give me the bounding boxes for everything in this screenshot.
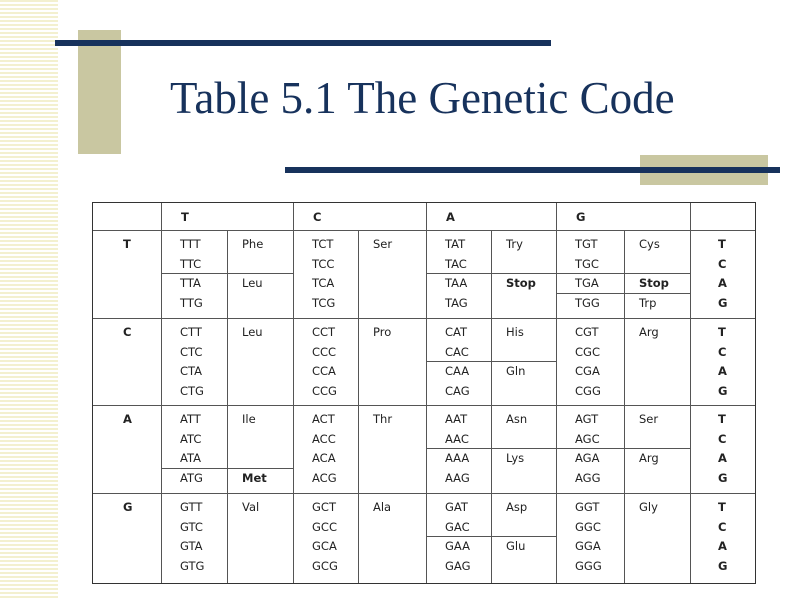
column-divider [161, 203, 162, 583]
amino-acid-label: Try [506, 237, 523, 251]
codon-cell: AGC [575, 431, 600, 446]
codon-cell: GTA [180, 539, 203, 553]
amino-acid-label: Leu [242, 325, 263, 339]
codon-cell: ATT [180, 412, 201, 426]
codon-cell: CCC [312, 344, 337, 359]
codon-cell: TGT [575, 237, 598, 251]
codon-cell: CGT [575, 325, 599, 339]
first-base-label: C [123, 325, 132, 339]
third-base-label: A [718, 539, 727, 553]
first-base-label: G [123, 500, 133, 514]
codon-amino-divider [358, 230, 359, 583]
codon-cell: CCG [312, 383, 337, 398]
amino-acid-label: Arg [639, 325, 659, 339]
row-divider [93, 405, 755, 406]
third-base-label: C [718, 344, 727, 359]
amino-acid-label: Stop [639, 276, 669, 290]
codon-cell: TTA [180, 276, 201, 290]
row-divider [93, 318, 755, 319]
codon-cell: CTT [180, 325, 202, 339]
third-base-label: G [718, 295, 728, 310]
olive-block-top-left [78, 30, 121, 154]
codon-cell: TGC [575, 256, 599, 271]
codon-cell: AAT [445, 412, 468, 426]
codon-group-divider [426, 361, 556, 362]
second-base-header: T [181, 210, 189, 224]
amino-acid-label: Ala [373, 500, 392, 514]
codon-cell: CCA [312, 364, 336, 378]
codon-cell: TCT [312, 237, 334, 251]
codon-cell: GCG [312, 558, 338, 573]
codon-cell: AGA [575, 451, 600, 465]
slide-title: Table 5.1 The Genetic Code [170, 73, 675, 123]
codon-cell: AGT [575, 412, 599, 426]
column-divider [426, 203, 427, 583]
codon-cell: GTG [180, 558, 205, 573]
amino-acid-label: Gln [506, 364, 526, 378]
amino-acid-label: Gly [639, 500, 658, 514]
amino-acid-label: Phe [242, 237, 264, 251]
second-base-header: G [576, 210, 586, 224]
codon-cell: CTG [180, 383, 204, 398]
amino-acid-label: Asn [506, 412, 528, 426]
amino-acid-label: Ser [373, 237, 393, 251]
third-base-label: A [718, 451, 727, 465]
codon-cell: GAT [445, 500, 468, 514]
codon-group-divider [426, 273, 556, 274]
amino-acid-label: Stop [506, 276, 536, 290]
codon-cell: GCC [312, 519, 337, 534]
codon-amino-divider [624, 230, 625, 583]
left-stripe-decoration [0, 0, 58, 600]
third-base-label: T [718, 412, 726, 426]
codon-cell: CTC [180, 344, 203, 359]
codon-cell: TTT [180, 237, 201, 251]
codon-group-divider [426, 536, 556, 537]
codon-cell: GAA [445, 539, 470, 553]
third-base-label: C [718, 431, 727, 446]
amino-acid-label: Ser [639, 412, 659, 426]
codon-cell: GGT [575, 500, 600, 514]
codon-cell: GCA [312, 539, 337, 553]
codon-cell: CCT [312, 325, 336, 339]
first-base-label: A [123, 412, 132, 426]
amino-acid-label: Trp [639, 295, 657, 310]
codon-cell: GCT [312, 500, 336, 514]
codon-cell: TAG [445, 295, 468, 310]
third-base-label: A [718, 276, 727, 290]
amino-acid-label: Glu [506, 539, 526, 553]
header-divider [93, 230, 755, 231]
third-base-label: T [718, 325, 726, 339]
amino-acid-label: Asp [506, 500, 528, 514]
codon-cell: CAG [445, 383, 470, 398]
codon-group-divider [556, 293, 690, 294]
codon-cell: GTC [180, 519, 203, 534]
codon-cell: CAC [445, 344, 469, 359]
amino-acid-label: Pro [373, 325, 392, 339]
codon-amino-divider [491, 230, 492, 583]
row-divider [93, 493, 755, 494]
codon-cell: GAG [445, 558, 471, 573]
codon-group-divider [556, 273, 690, 274]
second-base-header: C [313, 210, 322, 224]
codon-cell: TAA [445, 276, 468, 290]
codon-group-divider [556, 448, 690, 449]
amino-acid-label: Ile [242, 412, 256, 426]
codon-cell: TTC [180, 256, 202, 271]
codon-cell: ATC [180, 431, 202, 446]
codon-cell: TCG [312, 295, 336, 310]
genetic-code-table [92, 202, 756, 584]
codon-cell: TCC [312, 256, 335, 271]
second-base-header: A [446, 210, 455, 224]
column-divider [293, 203, 294, 583]
codon-group-divider [161, 273, 293, 274]
codon-cell: CAT [445, 325, 468, 339]
amino-acid-label: His [506, 325, 524, 339]
third-base-label: G [718, 383, 728, 398]
amino-acid-label: Leu [242, 276, 263, 290]
third-base-label: A [718, 364, 727, 378]
codon-group-divider [426, 448, 556, 449]
amino-acid-label: Cys [639, 237, 660, 251]
codon-cell: TAC [445, 256, 467, 271]
first-base-label: T [123, 237, 131, 251]
codon-cell: CAA [445, 364, 470, 378]
codon-cell: ACC [312, 431, 336, 446]
codon-cell: TGG [575, 295, 600, 310]
codon-cell: GTT [180, 500, 203, 514]
codon-cell: ACA [312, 451, 336, 465]
amino-acid-label: Thr [373, 412, 393, 426]
codon-amino-divider [227, 230, 228, 583]
third-base-label: C [718, 256, 727, 271]
codon-cell: TTG [180, 295, 203, 310]
codon-cell: CGC [575, 344, 600, 359]
third-base-label: G [718, 558, 728, 573]
codon-cell: AAG [445, 470, 470, 485]
third-base-label: C [718, 519, 727, 534]
amino-acid-label: Lys [506, 451, 525, 465]
codon-cell: TAT [445, 237, 466, 251]
third-base-label: T [718, 237, 726, 251]
codon-group-divider [161, 468, 293, 469]
codon-cell: TGA [575, 276, 599, 290]
codon-cell: AGG [575, 470, 601, 485]
amino-acid-label: Arg [639, 451, 659, 465]
bottom-rule [285, 167, 780, 173]
third-base-label: G [718, 470, 728, 485]
codon-cell: ACG [312, 470, 337, 485]
third-base-label: T [718, 500, 726, 514]
codon-cell: GGG [575, 558, 602, 573]
codon-cell: ACT [312, 412, 335, 426]
codon-cell: GGA [575, 539, 601, 553]
codon-cell: GAC [445, 519, 470, 534]
column-divider [556, 203, 557, 583]
codon-cell: CGA [575, 364, 600, 378]
codon-cell: CGG [575, 383, 601, 398]
codon-cell: TCA [312, 276, 335, 290]
codon-cell: CTA [180, 364, 203, 378]
codon-cell: GGC [575, 519, 601, 534]
column-divider [690, 203, 691, 583]
codon-cell: ATG [180, 470, 203, 485]
top-rule [55, 40, 551, 46]
amino-acid-label: Val [242, 500, 260, 514]
codon-cell: ATA [180, 451, 201, 465]
codon-cell: AAA [445, 451, 470, 465]
amino-acid-label: Met [242, 470, 267, 485]
codon-cell: AAC [445, 431, 469, 446]
